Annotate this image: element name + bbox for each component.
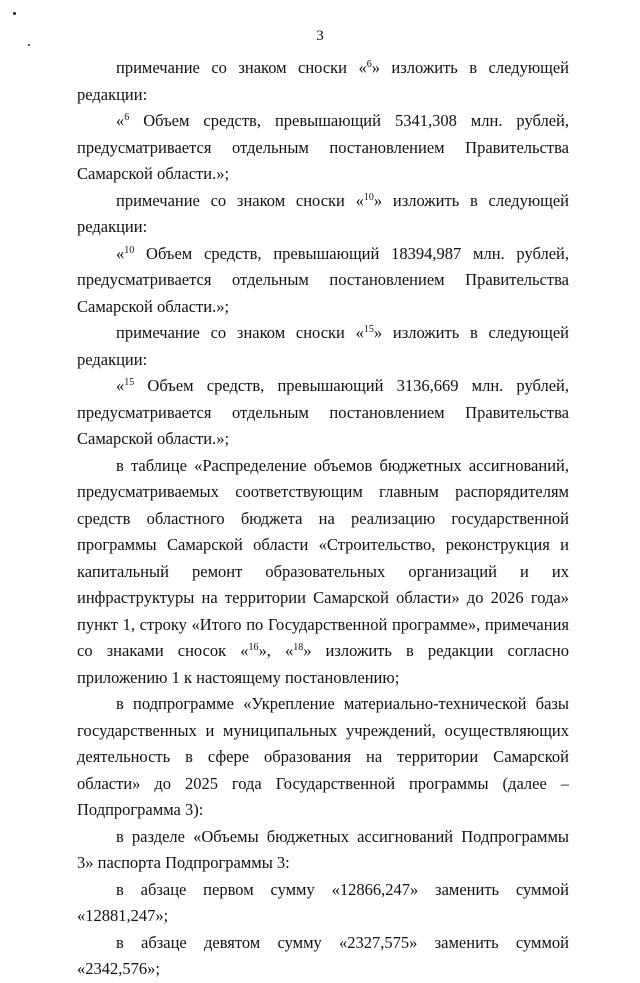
paragraph-text: в таблице «Распределение объемов бюджетных ассигнований, предусматриваемых соответствующим главным распорядителям средств областного бюджета на реализацию государственной программы Самарской области «Строительство, реконструкция и капитальный ремонт образовательных организаций и их инфраструктуры на территории Самарской области» до 2026 года» пункт 1, строку «Итого по Государственной программе», примечания со знаками сносок « [77,455,569,660]
footnote-marker: 10 [363,191,374,203]
footnote-marker: 15 [124,377,135,388]
paragraph-text: в абзаце девятом сумму «2327,575» заменить суммой «2342,576»; [77,932,569,978]
paragraph [77,930,569,983]
paragraph-text: примечание со знаком сноски « [116,58,367,77]
paragraph-text: » изложить в следующей редакции: [77,190,570,236]
paragraph-text: примечание со знаком сноски « [116,190,364,210]
paragraph [77,188,569,241]
paragraph-text: Объем средств, превышающий 18394,987 млн. рублей, предусматривается отдельным постановлением Правительства Самарской области.»; [77,243,569,316]
paragraph-text: « [116,376,125,395]
paragraph-text: » изложить в следующей редакции: [77,323,570,369]
paragraph-text: в абзаце первом сумму «12866,247» заменить суммой «12881,247»; [77,879,569,925]
scan-speck [13,12,16,15]
footnote-marker: 18 [293,642,304,653]
paragraph [77,877,569,930]
paragraph [77,824,569,877]
paragraph-text: » изложить в редакции согласно приложению 1 к настоящему постановлению; [77,641,569,687]
footnote-marker: 15 [363,324,374,335]
paragraph [77,453,569,692]
page-number: 3 [316,28,324,44]
footnote-marker: 6 [366,59,372,70]
paragraph-text: в разделе «Объемы бюджетных ассигнований Подпрограммы 3» паспорта Подпрограммы 3: [77,826,569,872]
paragraph-text: « [116,111,125,130]
paragraph [77,320,569,373]
footnote-marker: 10 [124,244,135,256]
paragraph-text: примечание со знаком сноски « [116,323,364,342]
paragraph [77,241,569,321]
paragraph-text: в подпрограмме «Укрепление материально-технической базы государственных и муниципальных учреждений, осуществляющих деятельность в сфере образования на территории Самарской области» до 2025 года Государственной программы (далее – Подпрограмма 3): [77,694,569,819]
paragraph-text: Объем средств, превышающий 3136,669 млн. рублей, предусматривается отдельным постановлением Правительства Самарской области.»; [77,376,569,448]
paragraph [77,55,569,108]
paragraph-text: Объем средств, превышающий 5341,308 млн. рублей, предусматривается отдельным постановлением Правительства Самарской области.»; [77,111,569,183]
paragraph [77,373,569,453]
paragraph-text: », « [258,641,294,660]
paragraph [77,691,569,824]
footnote-marker: 16 [248,642,259,653]
paragraph-text: » изложить в следующей редакции: [77,58,569,104]
document-body [77,55,569,983]
paragraph-text: « [116,243,125,263]
footnote-marker: 6 [124,112,130,123]
paragraph [77,108,569,188]
scan-speck [28,44,30,46]
